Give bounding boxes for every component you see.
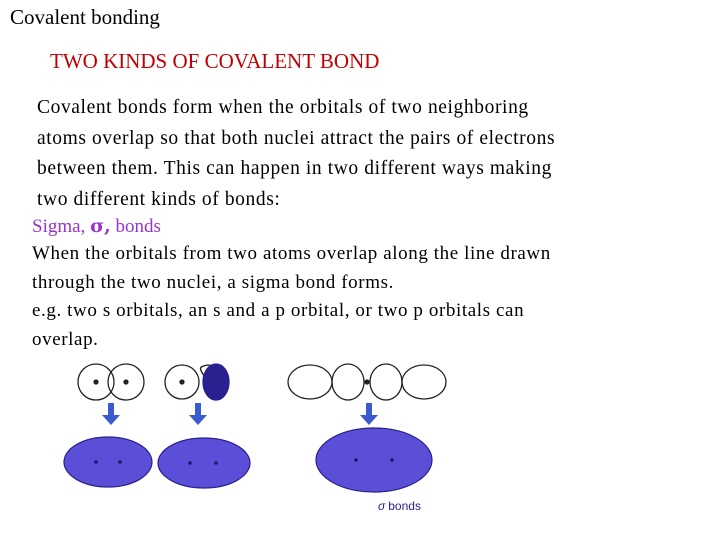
body-line: e.g. two s orbitals, an s and a p orbital, or two p orbitals can (32, 300, 525, 322)
down-arrow-icon (360, 403, 378, 425)
nucleus-dot (118, 460, 122, 464)
intro-line: two different kinds of bonds: (37, 188, 281, 210)
section-subtitle: TWO KINDS OF COVALENT BOND (50, 49, 380, 73)
nucleus-dot (354, 458, 358, 462)
sigma-description (32, 240, 712, 355)
slide-title: Covalent bonding (10, 5, 160, 29)
body-line: overlap. (32, 329, 99, 351)
nucleus-dot (214, 461, 218, 465)
reaction-arrows (102, 403, 378, 425)
nucleus-dot (94, 380, 98, 384)
nucleus-dot (180, 380, 184, 384)
caption-word: bonds (388, 499, 421, 513)
p-orbital-lobe (370, 364, 402, 400)
sigma-heading-prefix: Sigma, (32, 216, 91, 237)
down-arrow-icon (189, 403, 207, 425)
nucleus-dot (188, 461, 192, 465)
intro-paragraph (37, 93, 717, 215)
sigma-orbital-s-s (64, 437, 152, 487)
p-orbital-lobe (288, 365, 332, 399)
nucleus-dot (94, 460, 98, 464)
p-orbital-lobe (402, 365, 446, 399)
nucleus-dot (365, 380, 369, 384)
sigma-heading-suffix: bonds (110, 216, 161, 237)
p-orbital-lobe (332, 364, 364, 400)
body-line: When the orbitals from two atoms overlap along the line drawn (32, 243, 551, 264)
intro-line: Covalent bonds form when the orbitals of two neighboring (37, 97, 529, 118)
sigma-symbol: σ, (90, 215, 111, 237)
sigma-orbital-s-p (158, 438, 250, 488)
intro-line: between them. This can happen in two different ways making (37, 158, 552, 179)
p-p-overlap (288, 364, 446, 400)
nucleus-dot (124, 380, 128, 384)
body-line: through the two nuclei, a sigma bond forms. (32, 271, 394, 293)
down-arrow-icon (102, 403, 120, 425)
s-p-overlap (165, 364, 229, 400)
p-orbital-lobe-shaded (203, 364, 229, 400)
intro-line: atoms overlap so that both nuclei attract the pairs of electrons (37, 127, 556, 149)
diagram-caption (378, 499, 421, 513)
s-s-overlap (78, 364, 144, 400)
sigma-bond-orbital-diagram (60, 355, 460, 525)
sigma-orbital-p-p (316, 428, 432, 492)
caption-symbol: σ (378, 499, 386, 513)
sigma-heading (32, 212, 161, 241)
sigma-bond-orbitals (64, 428, 432, 492)
nucleus-dot (390, 458, 394, 462)
